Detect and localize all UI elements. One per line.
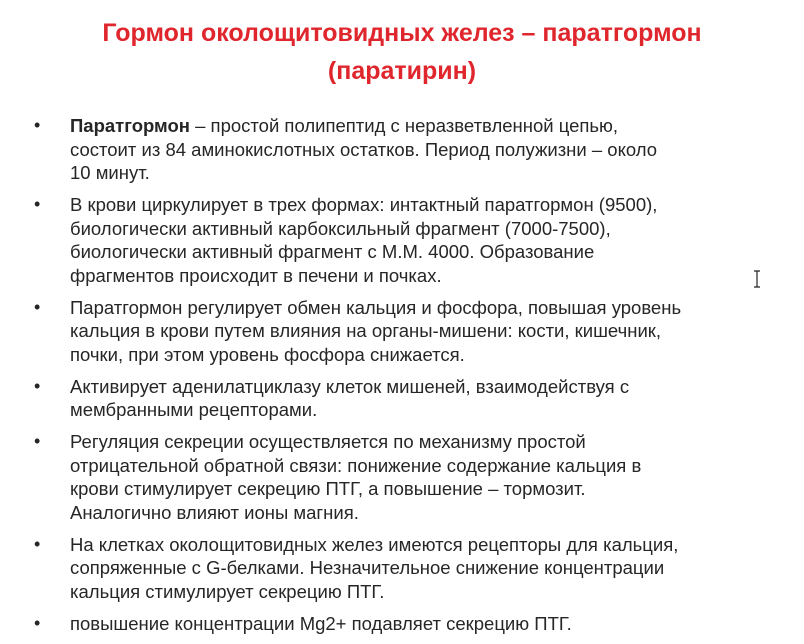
bullet-5-line-2: отрицательной обратной связи: понижение содержание кальция в [70,454,642,476]
text-cursor-icon [752,270,762,288]
bullet-text [70,296,770,367]
bullet-7-line-1: повышение концентрации Mg2+ подавляет секрецию ПТГ. [70,612,572,634]
slide-title [20,14,784,90]
title-line-1: Гормон околощитовидных желез – паратгормон [102,19,702,47]
bullet-3-line-3: почки, при этом уровень фосфора снижается. [70,343,465,365]
bullet-6-line-2: сопряженные с G-белками. Незначительное снижение концентрации [70,557,665,578]
bullet-icon: • [34,431,41,451]
bullet-item-3 [30,296,770,367]
bullet-5-line-3: крови стимулирует секрецию ПТГ, а повышение – тормозит. [70,478,586,499]
bullet-item-4 [30,375,770,422]
bullet-3-line-1: Паратгормон регулирует обмен кальция и фосфора, повышая уровень [70,296,682,318]
bullet-2-line-3: биологически активный фрагмент с М.М. 4000. Образование [70,241,595,262]
bullet-1-line-1-rest: – простой полипептид с неразветвленной цепью, [189,115,619,136]
bullet-text [70,430,770,524]
bullet-1-bold-term: Паратгормон [70,115,190,136]
bullet-list [30,114,770,644]
bullet-2-line-2: биологически активный карбоксильный фрагмент (7000-7500), [70,217,611,239]
bullet-text [70,193,770,287]
bullet-5-line-1: Регуляция секреции осуществляется по механизму простой [70,431,586,452]
bullet-icon: • [34,612,41,633]
bullet-icon: • [34,375,41,396]
bullet-1-line-1 [70,115,618,136]
bullet-icon: • [34,533,41,554]
bullet-item-6 [30,533,770,604]
bullet-3-line-2: кальция в крови путем влияния на органы-мишени: кости, кишечник, [70,320,662,341]
bullet-item-2 [30,193,770,287]
bullet-6-line-1: На клетках околощитовидных желез имеются рецепторы для кальция, [70,533,679,555]
bullet-2-line-4: фрагментов происходит в печени и почках. [70,264,442,286]
bullet-text [70,375,770,422]
bullet-6-line-3: кальция стимулирует секрецию ПТГ. [70,580,385,602]
bullet-icon: • [34,296,41,317]
bullet-text [70,533,770,604]
bullet-1-line-2: состоит из 84 аминокислотных остатков. Период полужизни – около [70,138,658,160]
bullet-icon: • [34,194,41,214]
bullet-item-5 [30,430,770,524]
bullet-item-7 [30,612,770,636]
bullet-icon: • [34,115,41,135]
bullet-4-line-2: мембранными рецепторами. [70,399,318,420]
bullet-4-line-1: Активирует аденилатциклазу клеток мишеней, взаимодействуя с [70,375,630,397]
bullet-text [70,114,770,185]
bullet-1-line-3: 10 минут. [70,162,150,183]
bullet-2-line-1: В крови циркулирует в трех формах: интактный паратгормон (9500), [70,194,658,215]
bullet-5-line-4: Аналогично влияют ионы магния. [70,501,359,523]
bullet-text [70,612,770,636]
title-line-2: (паратирин) [327,57,477,85]
bullet-item-1 [30,114,770,185]
